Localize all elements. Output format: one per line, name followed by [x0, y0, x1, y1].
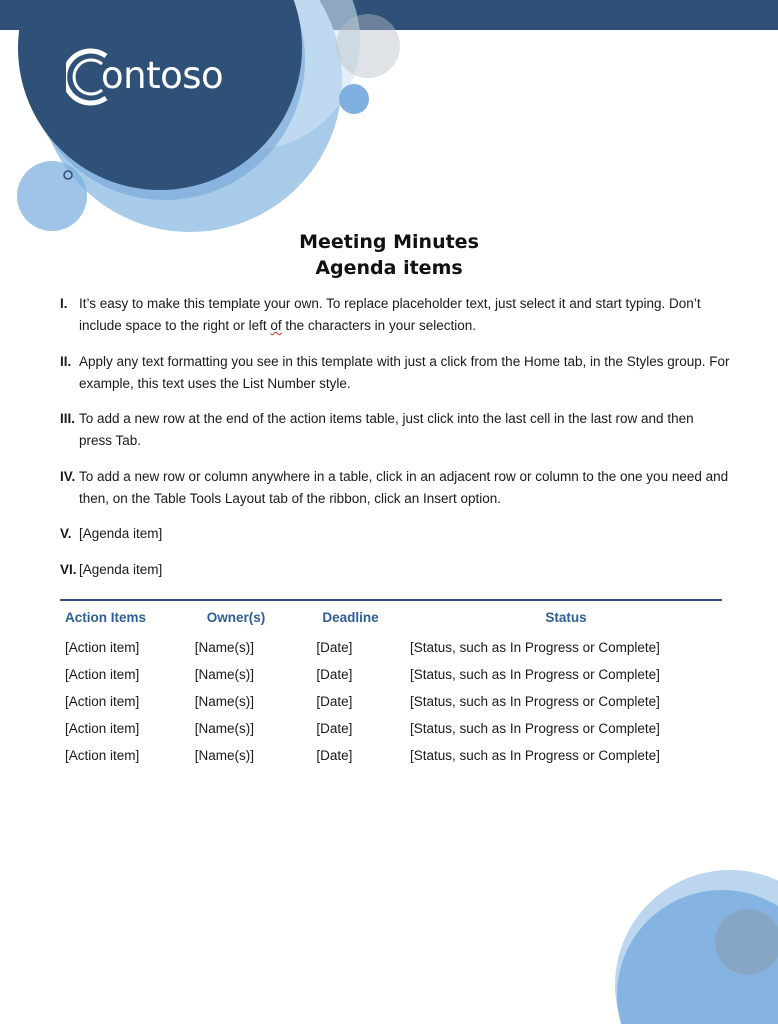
cell-owner: [Name(s)] — [194, 694, 255, 709]
agenda-text: [Agenda item] — [79, 526, 163, 541]
column-header-owners: Owner(s) — [206, 609, 266, 625]
table-row — [60, 630, 722, 661]
column-header-action-items: Action Items — [65, 609, 147, 625]
logo-text: ontoso — [101, 54, 224, 97]
cell-deadline: [Date] — [316, 667, 353, 682]
cell-action-item: [Action item] — [65, 640, 140, 655]
cell-deadline: [Date] — [316, 721, 353, 736]
decorative-circles-bottom — [560, 860, 778, 1024]
agenda-number: III. — [60, 411, 76, 426]
cell-owner: [Name(s)] — [194, 748, 255, 763]
cell-action-item: [Action item] — [65, 667, 140, 682]
table-row — [60, 715, 722, 742]
table-row — [60, 661, 722, 688]
table-top-rule — [60, 599, 722, 601]
agenda-item — [60, 523, 730, 545]
page-subtitle: Agenda items — [315, 257, 463, 279]
agenda-text: To add a new row at the end of the action items table, just click into the last cell in the last row and then press Tab. — [79, 411, 694, 448]
cell-deadline: [Date] — [316, 748, 353, 763]
agenda-text: [Agenda item] — [79, 561, 163, 577]
agenda-number: I. — [60, 296, 68, 311]
action-items-table — [60, 604, 722, 769]
agenda-item — [60, 351, 730, 395]
agenda-item — [60, 466, 730, 510]
agenda-number: VI. — [60, 561, 77, 577]
contoso-logo — [66, 44, 246, 110]
agenda-list — [60, 293, 730, 594]
cell-action-item: [Action item] — [65, 694, 140, 709]
cell-owner: [Name(s)] — [194, 640, 255, 655]
agenda-text: Apply any text formatting you see in this template with just a click from the Home tab, in the Styles group. For example, this text uses the List Number style. — [79, 353, 730, 391]
agenda-text: To add a new row or column anywhere in a table, click in an adjacent row or column to the one you need and then, on the Table Tools Layout tab of the ribbon, click an Insert option. — [79, 468, 729, 506]
cell-owner: [Name(s)] — [194, 721, 255, 736]
cell-status: [Status, such as In Progress or Complete] — [410, 640, 660, 655]
agenda-item — [60, 293, 730, 337]
cell-status: [Status, such as In Progress or Complete] — [410, 721, 660, 736]
agenda-item — [60, 559, 730, 581]
table-row — [60, 688, 722, 715]
page-title: Meeting Minutes — [299, 231, 479, 253]
cell-status: [Status, such as In Progress or Complete] — [410, 667, 660, 682]
cell-action-item: [Action item] — [65, 721, 140, 736]
table-header-row — [60, 604, 722, 630]
agenda-number: V. — [60, 526, 72, 541]
cell-status: [Status, such as In Progress or Complete] — [410, 694, 660, 709]
decorative-circles-top — [0, 0, 420, 240]
agenda-number: II. — [60, 353, 72, 369]
column-header-status: Status — [545, 609, 587, 625]
agenda-item — [60, 408, 730, 452]
cell-action-item: [Action item] — [65, 748, 140, 763]
spellcheck-underline: of — [270, 318, 282, 333]
cell-status: [Status, such as In Progress or Complete] — [410, 748, 660, 763]
table-row — [60, 742, 722, 769]
agenda-text: It’s easy to make this template your own. To replace placeholder text, just select it and start typing. Don’t include space to the right or left of the characters in your selection. — [79, 296, 701, 333]
agenda-number: IV. — [60, 468, 76, 484]
cell-deadline: [Date] — [316, 640, 353, 655]
cell-deadline: [Date] — [316, 694, 353, 709]
column-header-deadline: Deadline — [322, 609, 379, 625]
cell-owner: [Name(s)] — [194, 667, 255, 682]
